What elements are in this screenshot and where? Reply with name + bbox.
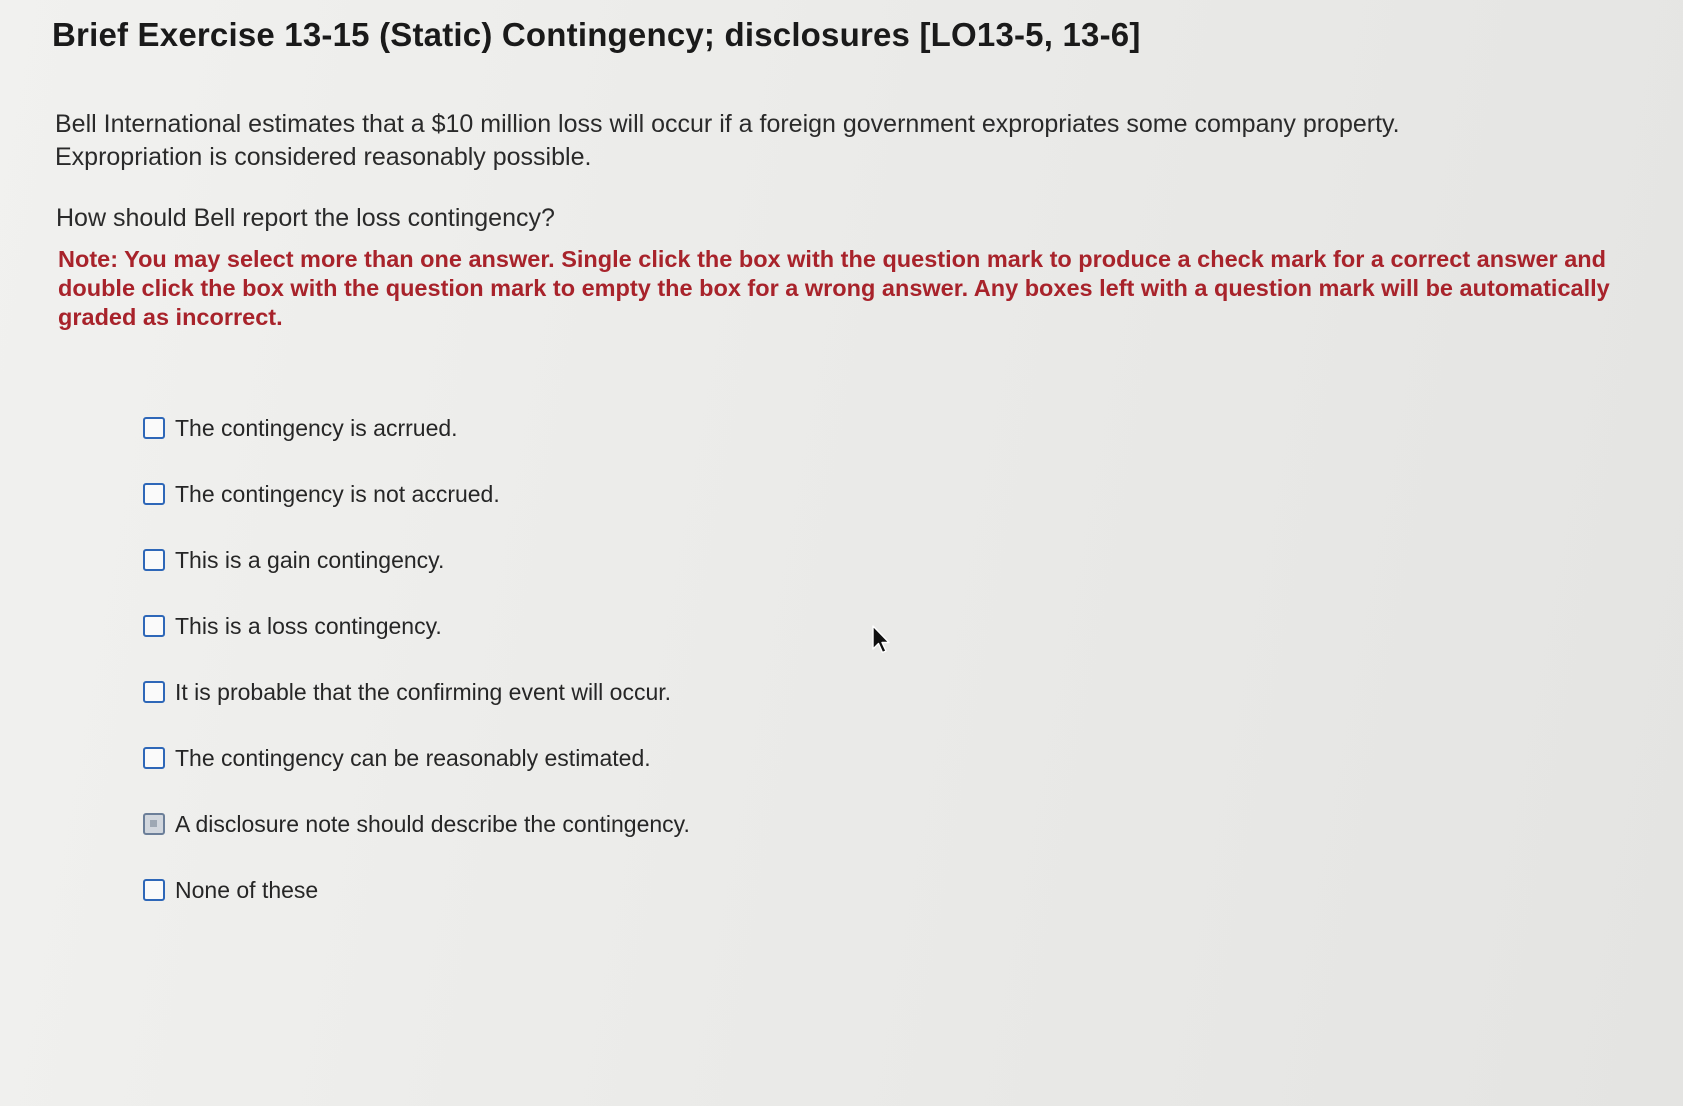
checkbox-icon[interactable]: [143, 813, 165, 835]
option-reasonably-estimated[interactable]: [143, 725, 690, 791]
checkbox-icon[interactable]: [143, 483, 165, 505]
checkbox-icon[interactable]: [143, 615, 165, 637]
problem-scenario: Bell International estimates that a $10 million loss will occur if a foreign government expropriates some company property. Expropriation is considered reasonably possible.: [55, 110, 1400, 171]
option-disclosure-note[interactable]: [143, 791, 690, 857]
option-label: This is a loss contingency.: [175, 612, 442, 639]
option-loss-contingency[interactable]: [143, 593, 690, 659]
checkbox-icon[interactable]: [143, 549, 165, 571]
option-contingency-accrued[interactable]: [143, 395, 690, 461]
option-label: This is a gain contingency.: [175, 546, 445, 573]
option-gain-contingency[interactable]: [143, 527, 690, 593]
checkbox-icon[interactable]: [143, 681, 165, 703]
option-label: The contingency is acrrued.: [175, 414, 458, 441]
mouse-pointer-icon: [871, 625, 891, 655]
instruction-note: Note: You may select more than one answer. Single click the box with the question mark to produce a check mark for a correct answer and double click the box with the question mark to empty the box for a wrong answer. Any boxes left with a question mark will be automatically graded as incorrect.: [58, 246, 1610, 330]
option-event-probable[interactable]: [143, 659, 690, 725]
option-label: The contingency is not accrued.: [175, 480, 500, 507]
option-none-of-these[interactable]: [143, 857, 690, 923]
problem-question: How should Bell report the loss contingency?: [56, 204, 555, 232]
option-label: A disclosure note should describe the contingency.: [175, 810, 690, 837]
option-label: None of these: [175, 876, 319, 903]
option-label: The contingency can be reasonably estimated.: [175, 744, 651, 771]
answer-options: [143, 395, 690, 923]
checkbox-icon[interactable]: [143, 879, 165, 901]
checkbox-icon[interactable]: [143, 417, 165, 439]
checkbox-icon[interactable]: [143, 747, 165, 769]
option-label: It is probable that the confirming event will occur.: [175, 678, 672, 705]
option-contingency-not-accrued[interactable]: [143, 461, 690, 527]
page-title: Brief Exercise 13-15 (Static) Contingency; disclosures [LO13-5, 13-6]: [52, 16, 1141, 53]
